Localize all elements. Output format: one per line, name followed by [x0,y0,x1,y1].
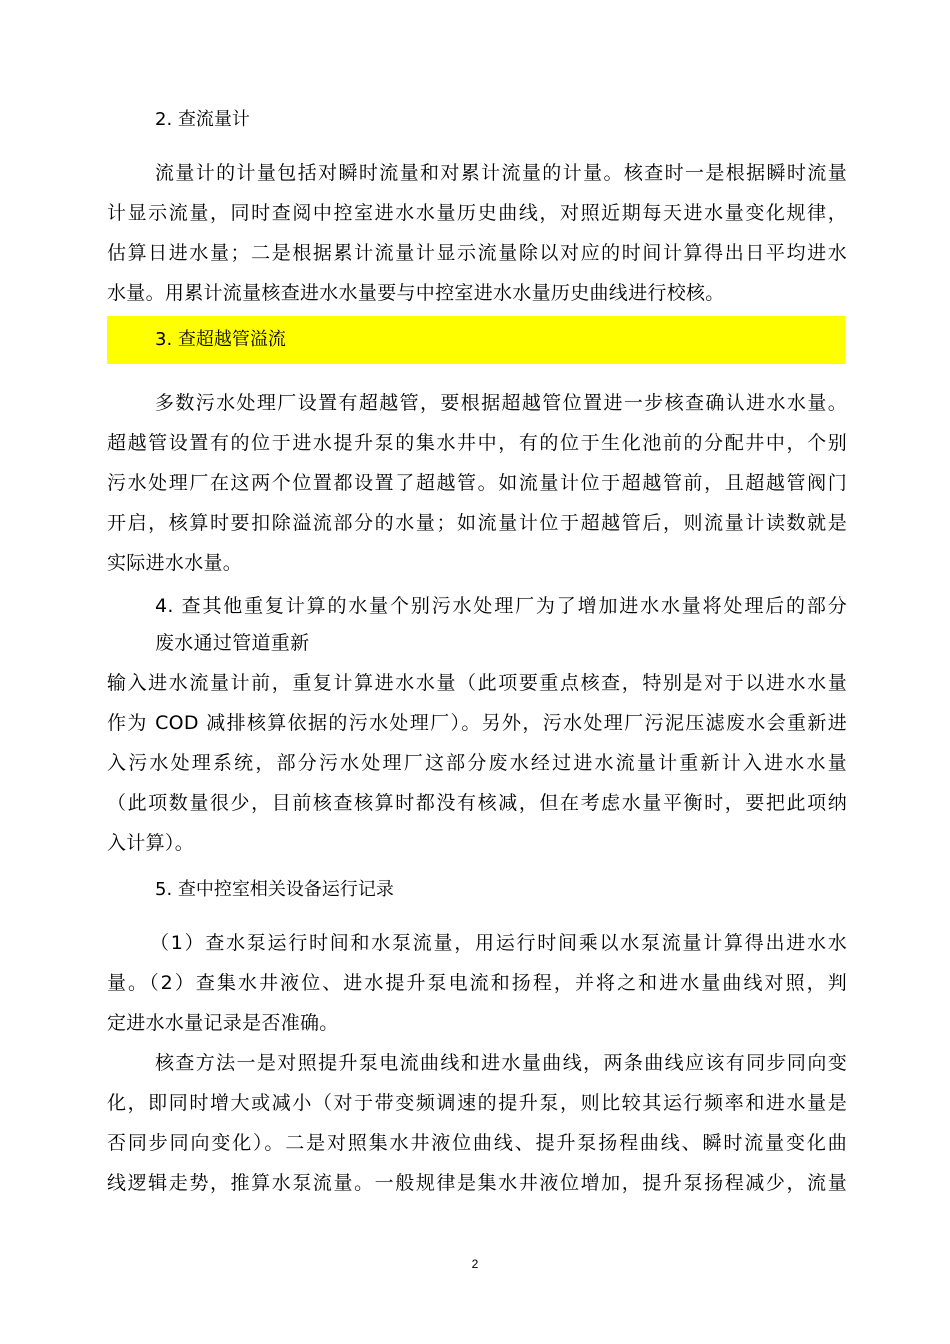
paragraph-line: 污水处理厂在这两个位置都设置了超越管。如流量计位于超越管前，且超越管阀门 [107,472,847,494]
paragraph-line: （1）查水泵运行时间和水泵流量，用运行时间乘以水泵流量计算得出进水水 [150,932,847,954]
paragraph-line: 流量计的计量包括对瞬时流量和对累计流量的计量。核查时一是根据瞬时流量 [155,162,847,184]
section-2-heading: 2. 查流量计 [155,109,250,130]
paragraph-line: 实际进水水量。 [107,552,243,574]
paragraph-line: 估算日进水量；二是根据累计流量计显示流量除以对应的时间计算得出日平均进水 [107,242,847,264]
paragraph-line: 作为 COD 减排核算依据的污水处理厂）。另外，污水处理厂污泥压滤废水会重新进 [107,712,847,734]
paragraph-line: 多数污水处理厂设置有超越管，要根据超越管位置进一步核查确认进水水量。 [155,392,847,414]
paragraph-line: 计显示流量，同时查阅中控室进水水量历史曲线，对照近期每天进水量变化规律， [107,202,847,224]
paragraph-line: 化，即同时增大或减小（对于带变频调速的提升泵，则比较其运行频率和进水量是 [107,1092,847,1114]
paragraph-line: 输入进水流量计前，重复计算进水水量（此项要重点核查，特别是对于以进水水量 [107,672,847,694]
paragraph-line: 入计算）。 [107,832,195,854]
paragraph-line: 定进水水量记录是否准确。 [107,1012,339,1034]
page-number: 2 [471,1257,479,1271]
section-4-heading: 4. 查其他重复计算的水量个别污水处理厂为了增加进水水量将处理后的部分 [155,595,847,617]
paragraph-line: 入污水处理系统，部分污水处理厂这部分废水经过进水流量计重新计入进水水量 [107,752,847,774]
paragraph-line: 线逻辑走势，推算水泵流量。一般规律是集水井液位增加，提升泵扬程减少，流量 [107,1172,847,1194]
section-3-heading: 3. 查超越管溢流 [155,329,286,350]
paragraph-line: 开启，核算时要扣除溢流部分的水量；如流量计位于超越管后，则流量计读数就是 [107,512,847,534]
section-4-heading-cont: 废水通过管道重新 [155,632,310,654]
paragraph-line: 水量。用累计流量核查进水水量要与中控室进水水量历史曲线进行校核。 [107,282,725,304]
paragraph-line: （此项数量很少，目前核查核算时都没有核减，但在考虑水量平衡时，要把此项纳 [107,792,847,814]
paragraph-line: 否同步同向变化）。二是对照集水井液位曲线、提升泵扬程曲线、瞬时流量变化曲 [107,1132,847,1154]
paragraph-line: 超越管设置有的位于进水提升泵的集水井中，有的位于生化池前的分配井中，个别 [107,432,847,454]
paragraph-line: 量。（2）查集水井液位、进水提升泵电流和扬程，并将之和进水量曲线对照，判 [107,972,847,994]
section-5-heading: 5. 查中控室相关设备运行记录 [155,879,394,900]
paragraph-line: 核查方法一是对照提升泵电流曲线和进水量曲线，两条曲线应该有同步同向变 [155,1052,847,1074]
